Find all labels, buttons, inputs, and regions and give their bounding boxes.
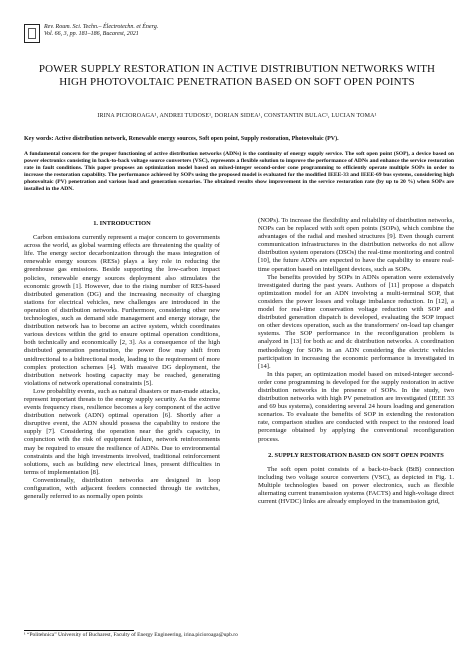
paragraph: Conventionally, distribution networks are designed in loop configuration, with adjacent feeders connected through tie switches, generally referred to as normally open points: [24, 476, 220, 501]
paper-title: POWER SUPPLY RESTORATION IN ACTIVE DISTRIBUTION NETWORKS WITH HIGH PHOTOVOLTAIC PENETRATION BASED ON SOFT OPEN POINTS: [38, 63, 436, 88]
right-column: [258, 217, 454, 506]
section-introduction-heading: 1. INTRODUCTION: [93, 220, 151, 227]
journal-logo-icon: [24, 24, 40, 43]
journal-line-1: Rev. Roum. Sci. Techn.– Électrotechn. et Énerg.: [44, 24, 159, 30]
journal-citation: [44, 24, 158, 38]
paragraph: In this paper, an optimization model based on mixed-integer second-order cone programming is developed for the supply restoration in active distribution networks in the presence of SOPs. In the study, two distribution networks with high PV penetration are investigated (IEEE 33 and 69 bus systems), considering several 24 hours loading and generation scenarios. To evaluate the benefits of SOP in extending the restoration rate, comparison studies are conducted with respect to the restored load percentage obtained by applying the conventional reconfiguration process.: [258, 370, 454, 443]
paragraph: Carbon emissions currently represent a major concern to governments across the world, as global warming effects are threatening the quality of life. The energy sector decarbonization through the mass integration of renewable energy sources (RESs) plays a key role in reducing the greenhouse gas emissions. Beside supporting the low-carbon impact policies, renewable energy sources deployment also stimulates the economic growth [1]. However, due to the rising number of RES-based distributed generation (DG) and the increasing necessity of charging stations for electrical vehicles, new challenges are introduced in the operation of distribution networks. Furthermore, considering other new technologies, such as demand side management and energy storage, the distribution network has to become an active system, which coordinates various devices within the grid to ensure optimal operation conditions, both technically and economically [2, 3]. As a consequence of the high distributed generation penetration, the power flow may shift from unidirectional to a bidirectional mode, leading to the requirement of more complex protection schemes [4]. With massive DG deployment, the distribution network hosting capacity may be reached, generating violations of network operational constraints [5].: [24, 234, 220, 387]
journal-line-2: Vol. 66, 3, pp. 181–186, Bucarest, 2021: [44, 31, 139, 37]
paragraph: The soft open point consists of a back-to-back (BtB) connection including two voltage source converters (VSC), as depicted in Fig. 1. Multiple technologies based on power electronics, such as flexible alternating current transmission systems (FACTS) and high-voltage direct current (HVDC) links are already employed in the transmission grid,: [258, 465, 454, 506]
author-list: IRINA PICIOROAGA¹, ANDREI TUDOSE¹, DORIAN SIDEA¹, CONSTANTIN BULAC¹, LUCIAN TOMA¹: [97, 113, 377, 119]
keywords: Key words: Active distribution network, Renewable energy sources, Soft open point, Supply restoration, Photovoltaic (PV).: [24, 136, 339, 142]
paragraph: Low probability events, such as natural disasters or man-made attacks, represent important threats to the energy supply security. As the extreme events frequency rises, resilience becomes a key component of the active distribution network (ADN) optimal operation [6]. Shortly after a disruptive event, the ADN should possess the capability to restore the supply [7]. Considering the operation near the grid's capacity, in conjunction with the risk of equipment failure, network reinforcements may be required to ensure the resilience of ADNs. Due to environmental constraints and the high investments involved, traditional reinforcement solutions, such as building new electrical lines, present difficulties in terms of implementation [8].: [24, 387, 220, 476]
left-column: [24, 214, 220, 501]
paragraph: (NOPs). To increase the flexibility and reliability of distribution networks, NOPs can be replaced with soft open points (SOPs), which combine the advantages of the radial and meshed structures [9]. Even though current communication infrastructures in the distribution networks do not allow distribution system operators (DSOs) the real-time monitoring and control [10], the future ADNs are expected to have the capability to ensure real-time operation based on intelligent devices, such as SOPs.: [258, 217, 454, 273]
footnote: ¹ “Politehnica” University of Bucharest, Faculty of Energy Engineering, irina.picioroaga@upb.ro: [24, 632, 238, 638]
section-supply-restoration-heading: 2. SUPPLY RESTORATION BASED ON SOFT OPEN POINTS: [268, 451, 444, 459]
paragraph: The benefits provided by SOPs in ADNs operation were extensively investigated during the past years. Authors of [11] propose a dispatch optimization model for an ADN involving a multi-terminal SOP, that considers the power losses and voltage imbalance reduction. In [12], a model for real-time conservation voltage reduction with SOP and distributed generation dispatch is developed, evaluating the SOP impact on other devices operation, such as the transformers' on-load tap changer systems. The SOP performance in the reconfiguration problem is analyzed in [13] for both ac and dc distribution networks. A coordination methodology for SOPs in an ADN considering the electric vehicles participation in increasing the economic performance is investigated in [14].: [258, 273, 454, 370]
abstract: A fundamental concern for the proper functioning of active distribution networks (ADNs) is the continuity of energy supply service. The soft open point (SOP), a device based on power electronics consisting in back-to-back voltage source converters (VSC), represents a flexible solution to improve the performance of ADNs and enhance the service restoration rate in fault conditions. This paper proposes an optimization model based on mixed-integer second-order cone programming to efficiently operate multiple SOPs in order to increase the restoration capability. The performance achieved by SOPs using the proposed model is evaluated for the modified IEEE-33 and IEEE-69 bus systems, considering high photovoltaic (PV) penetration and various load and generation scenarios. The obtained results show improvement in the service restoration rate (by up to 20 %) when SOPs are installed in the ADN.: [24, 151, 454, 193]
footnote-divider: [24, 630, 134, 631]
journal-header: [24, 24, 158, 43]
